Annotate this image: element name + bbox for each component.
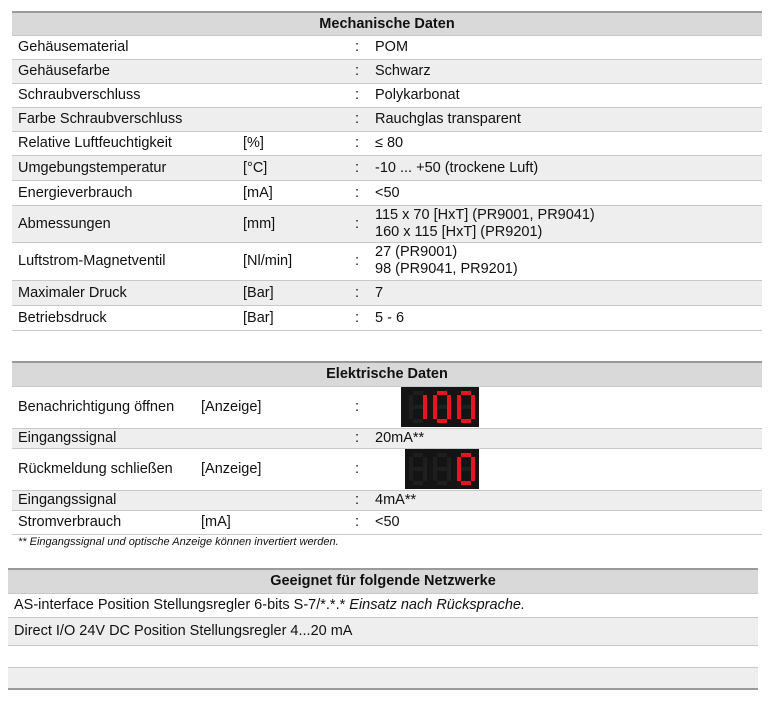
segment-f <box>433 457 437 469</box>
segment-f <box>457 457 461 469</box>
segment-a <box>461 391 471 395</box>
segment-g <box>461 467 471 471</box>
segment-e <box>457 469 461 481</box>
segment-d <box>413 419 423 423</box>
footnote: ** Eingangssignal und optische Anzeige können invertiert werden. <box>18 536 339 548</box>
table-row: Gehäusefarbe : Schwarz <box>12 59 762 83</box>
table-row: Rückmeldung schließen [Anzeige] : <box>12 448 762 490</box>
electrical-data-table <box>12 361 762 535</box>
segment-b <box>423 395 427 407</box>
table-row: Betriebsdruck [Bar] : 5 - 6 <box>12 305 762 330</box>
table-row: Abmessungen [mm] : 115 x 70 [HxT] (PR9001, PR9041) 160 x 115 [HxT] (PR9201) <box>12 205 762 242</box>
segment-g <box>413 405 423 409</box>
segment-e <box>409 407 413 419</box>
segment-d <box>437 481 447 485</box>
segment-a <box>461 453 471 457</box>
segment-g <box>437 467 447 471</box>
networks-title: Geeignet für folgende Netzwerke <box>8 569 758 593</box>
segment-b <box>447 395 451 407</box>
segment-g <box>413 467 423 471</box>
mechanical-data-table <box>12 11 762 331</box>
segment-b <box>471 457 475 469</box>
table-row: Energieverbrauch [mA] : <50 <box>12 180 762 205</box>
segment-c <box>471 407 475 419</box>
segment-a <box>437 391 447 395</box>
table-row: Schraubverschluss : Polykarbonat <box>12 83 762 107</box>
seven-segment-digits <box>401 387 479 427</box>
table-row: Gehäusematerial : POM <box>12 35 762 59</box>
table-row <box>8 645 758 667</box>
table-row: Relative Luftfeuchtigkeit [%] : ≤ 80 <box>12 131 762 155</box>
segment-c <box>423 407 427 419</box>
table-row: Luftstrom-Magnetventil [Nl/min] : 27 (PR9001) 98 (PR9041, PR9201) <box>12 242 762 280</box>
segment-b <box>447 457 451 469</box>
segment-e <box>457 407 461 419</box>
seven-segment-digits <box>405 449 479 489</box>
table-row: Umgebungstemperatur [°C] : -10 ... +50 (trockene Luft) <box>12 155 762 180</box>
table-row: Direct I/O 24V DC Position Stellungsregler 4...20 mA <box>8 617 758 645</box>
segment-c <box>447 469 451 481</box>
segment-a <box>413 453 423 457</box>
table-row <box>8 667 758 689</box>
table-row: Benachrichtigung öffnen [Anzeige] : <box>12 386 762 428</box>
segment-c <box>471 469 475 481</box>
segment-b <box>471 395 475 407</box>
segment-d <box>413 481 423 485</box>
segment-f <box>457 395 461 407</box>
seven-segment-display-open <box>401 387 479 427</box>
segment-f <box>409 395 413 407</box>
segment-d <box>437 419 447 423</box>
segment-f <box>433 395 437 407</box>
segment-e <box>409 469 413 481</box>
table-row: Eingangssignal : 20mA** <box>12 428 762 448</box>
segment-a <box>413 391 423 395</box>
table-row: Farbe Schraubverschluss : Rauchglas transparent <box>12 107 762 131</box>
segment-d <box>461 419 471 423</box>
table-row: Maximaler Druck [Bar] : 7 <box>12 280 762 305</box>
table-row: Stromverbrauch [mA] : <50 <box>12 510 762 534</box>
table-row: Eingangssignal : 4mA** <box>12 490 762 510</box>
segment-g <box>437 405 447 409</box>
segment-f <box>409 457 413 469</box>
segment-g <box>461 405 471 409</box>
seven-segment-display-close <box>405 449 479 489</box>
segment-c <box>447 407 451 419</box>
electrical-data-title: Elektrische Daten <box>12 362 762 386</box>
segment-d <box>461 481 471 485</box>
segment-c <box>423 469 427 481</box>
mechanical-data-title: Mechanische Daten <box>12 12 762 35</box>
table-row: AS-interface Position Stellungsregler 6-bits S-7/*.*.* Einsatz nach Rücksprache. <box>8 593 758 617</box>
segment-b <box>423 457 427 469</box>
segment-a <box>437 453 447 457</box>
segment-e <box>433 407 437 419</box>
segment-e <box>433 469 437 481</box>
networks-table <box>8 568 758 690</box>
